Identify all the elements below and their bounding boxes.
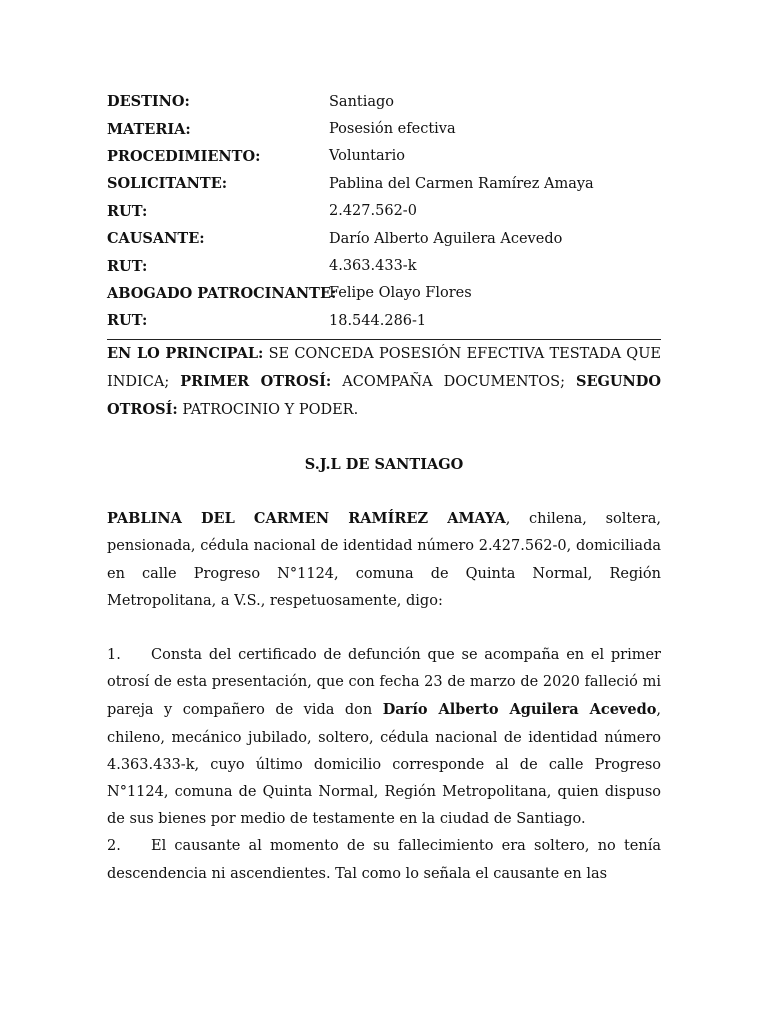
item-text-continued: , chileno, mecánico jubilado, soltero, cédula nacional de identidad número 4.363.433-k, cuyo último domicilio corresponde al de calle Progreso N°1124, comuna de Quinta Normal, Región Metropolitana, quien dispuso de sus bienes por medio de testamente en la ciudad de Santiago. xyxy=(107,702,661,828)
second-otrosi-label: SEGUNDO OTROSÍ: xyxy=(107,372,661,418)
header-row-procedimiento xyxy=(107,143,661,170)
item-number: 1. xyxy=(107,646,121,663)
numbered-item-1 xyxy=(107,642,661,833)
deceased-name: Darío Alberto Aguilera Acevedo xyxy=(382,701,657,719)
header-label: CAUSANTE: xyxy=(107,230,205,248)
header-row-materia xyxy=(107,115,661,142)
numbered-item-2 xyxy=(107,833,661,887)
header-label: SOLICITANTE: xyxy=(107,175,228,193)
item-text: Consta del certificado de defunción que se acompaña en el primer otrosí de esta presentación, que con fecha 23 de marzo de 2020 falleció mi pareja y compañero de vida don xyxy=(107,646,661,719)
header-label: DESTINO: xyxy=(107,93,190,111)
header-value: 18.544.286-1 xyxy=(329,312,427,329)
header-value: Voluntario xyxy=(329,148,405,165)
first-otrosi-label: PRIMER OTROSÍ: xyxy=(180,372,332,390)
item-number: 2. xyxy=(107,838,121,855)
document-page xyxy=(107,88,661,888)
header-row-rut-causante xyxy=(107,252,661,279)
header-label: ABOGADO PATROCINANTE: xyxy=(107,284,337,302)
first-otrosi-text: ACOMPAÑA DOCUMENTOS; xyxy=(331,373,576,390)
header-value: 4.363.433-k xyxy=(329,258,417,275)
header-row-rut-solicitante xyxy=(107,198,661,225)
header-row-destino xyxy=(107,88,661,115)
petition-summary xyxy=(107,340,661,425)
principal-text: SE CONCEDA POSESIÓN EFECTIVA TESTADA QUE INDICA; xyxy=(107,345,661,390)
header-value: Felipe Olayo Flores xyxy=(329,285,472,302)
header-value: Pablina del Carmen Ramírez Amaya xyxy=(329,175,594,192)
court-heading: S.J.L DE SANTIAGO xyxy=(304,456,464,474)
header-value: Darío Alberto Aguilera Acevedo xyxy=(329,230,563,247)
second-otrosi-text: PATROCINIO Y PODER. xyxy=(177,401,359,418)
header-label: RUT: xyxy=(107,312,148,330)
header-label: MATERIA: xyxy=(107,120,191,138)
header-label: PROCEDIMIENTO: xyxy=(107,147,261,165)
header-value: Santiago xyxy=(329,93,395,110)
petitioner-name: PABLINA DEL CARMEN RAMÍREZ AMAYA xyxy=(107,510,506,528)
header-label: RUT: xyxy=(107,257,148,275)
item-text: El causante al momento de su fallecimiento era soltero, no tenía descendencia ni ascendientes. Tal como lo señala el causante en las xyxy=(107,838,661,882)
header-value: Posesión efectiva xyxy=(329,121,456,138)
header-row-causante xyxy=(107,225,661,252)
intro-paragraph xyxy=(107,505,661,615)
intro-text: , chilena, soltera, pensionada, cédula nacional de identidad número 2.427.562-0, domiciliada en calle Progreso N°1124, comuna de Quinta Normal, Región Metropolitana, a V.S., respetuosamente, digo: xyxy=(107,511,662,609)
header-row-abogado xyxy=(107,280,661,307)
header-value: 2.427.562-0 xyxy=(329,203,417,220)
principal-label: EN LO PRINCIPAL: xyxy=(107,344,264,362)
header-label: RUT: xyxy=(107,202,148,220)
header-row-rut-abogado xyxy=(107,307,661,334)
case-header-table xyxy=(107,88,661,335)
header-row-solicitante xyxy=(107,170,661,197)
